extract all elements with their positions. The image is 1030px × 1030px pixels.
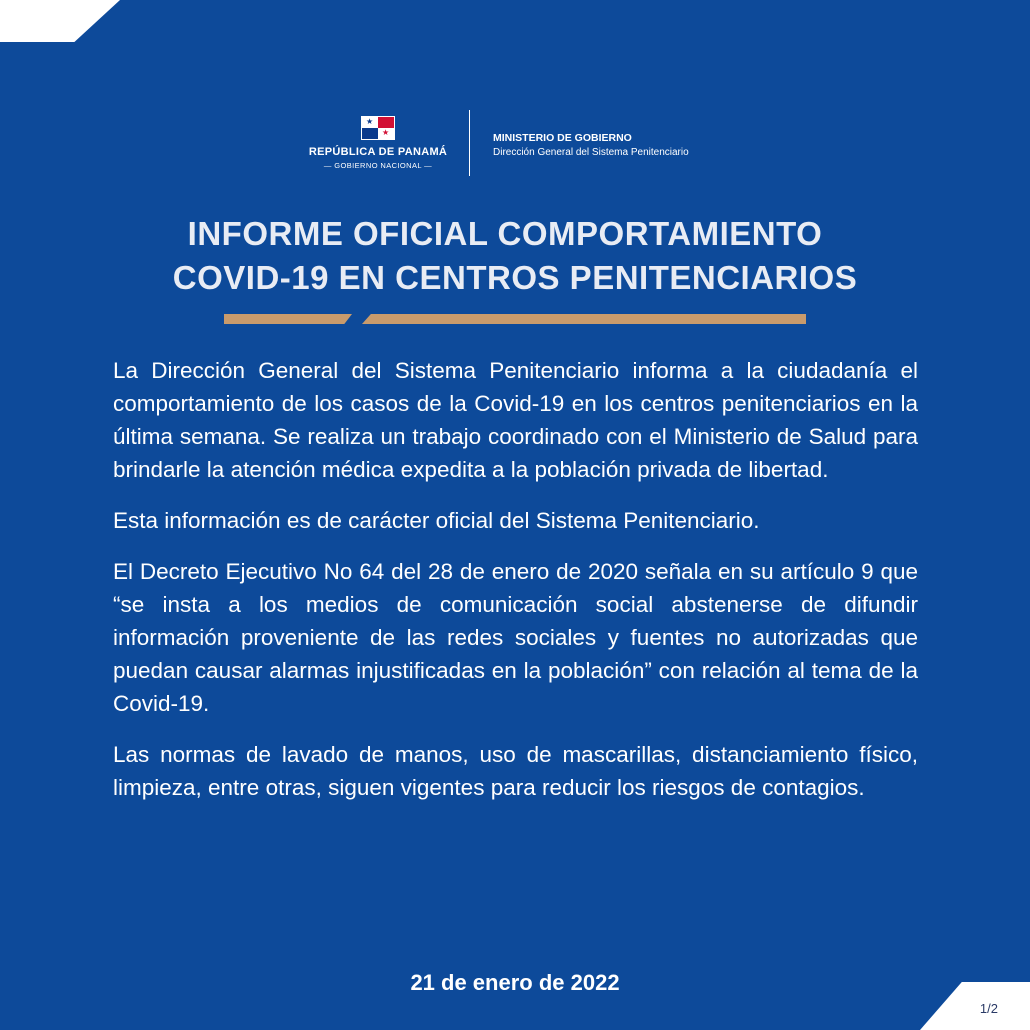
title-line-1: INFORME OFICIAL COMPORTAMIENTO bbox=[187, 215, 823, 252]
header-divider bbox=[469, 110, 470, 176]
gobierno-nacional-label: — GOBIERNO NACIONAL — bbox=[323, 161, 433, 170]
paragraph-2: Esta información es de carácter oficial del Sistema Penitenciario. bbox=[113, 508, 760, 533]
report-date: 21 de enero de 2022 bbox=[410, 970, 620, 995]
corner-decoration-top-left bbox=[0, 0, 120, 42]
page-number: 1/2 bbox=[979, 1001, 998, 1016]
panama-flag-icon: ★ ★ bbox=[361, 116, 395, 140]
direccion-label: Dirección General del Sistema Penitenciario bbox=[493, 147, 689, 158]
ministerio-label: MINISTERIO DE GOBIERNO bbox=[493, 132, 632, 144]
title-line-2: COVID-19 EN CENTROS PENITENCIARIOS bbox=[172, 259, 858, 296]
republica-label: REPÚBLICA DE PANAMÁ bbox=[308, 146, 448, 158]
ministerio-logo bbox=[493, 132, 689, 158]
paragraph-4: Las normas de lavado de manos, uso de mascarillas, distanciamiento físico, limpieza, entre otras, siguen vigentes para reducir los riesgos de contagios. bbox=[113, 742, 918, 800]
header-logos bbox=[0, 110, 1030, 180]
body-text bbox=[113, 354, 918, 822]
paragraph-3: El Decreto Ejecutivo No 64 del 28 de enero de 2020 señala en su artículo 9 que “se insta a los medios de comunicación social abstenerse de difundir información proveniente de las redes sociales y fuentes no autorizadas que puedan causar alarmas injustificadas en la población” con relación al tema de la Covid-19. bbox=[113, 559, 918, 716]
title-underline-bars bbox=[224, 314, 806, 324]
page-title bbox=[0, 212, 1030, 300]
accent-bar-short bbox=[224, 314, 352, 324]
republica-panama-logo bbox=[300, 116, 456, 170]
accent-bar-long bbox=[362, 314, 806, 324]
paragraph-1: La Dirección General del Sistema Penitenciario informa a la ciudadanía el comportamiento de los casos de la Covid-19 en los centros penitenciarios en la última semana. Se realiza un trabajo coordinado con el Ministerio de Salud para brindarle la atención médica expedita a la población privada de libertad. bbox=[113, 358, 918, 482]
